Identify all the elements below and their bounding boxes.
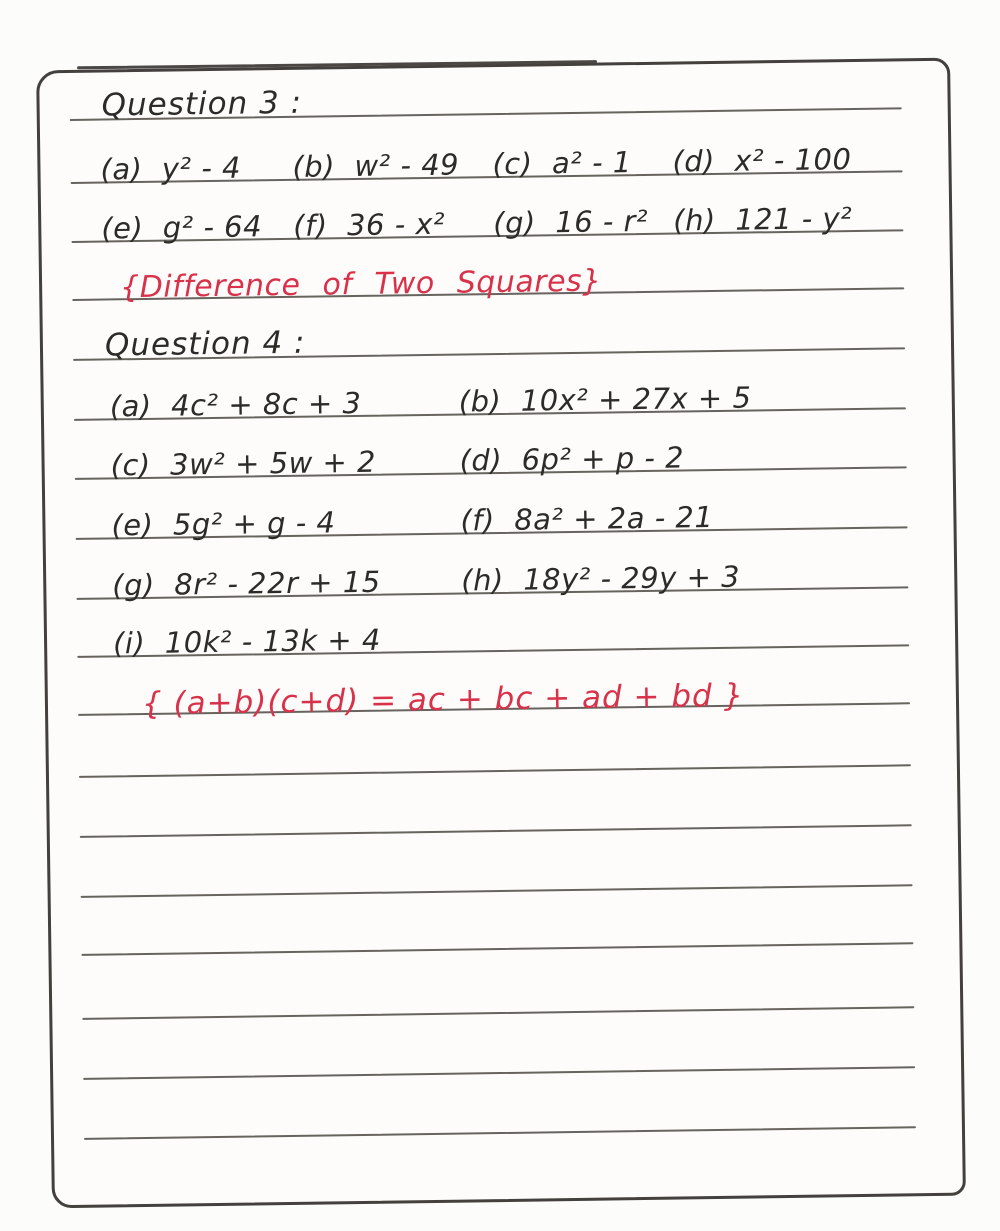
q4-note-row: [48, 665, 956, 723]
q4-row-5: [47, 607, 955, 662]
ruled-line: [82, 1006, 914, 1020]
q4-item-g: (g) 8r² - 22r + 15: [112, 564, 381, 603]
q4-row-3: [45, 489, 953, 544]
q3-item-b: (b) w² - 49: [292, 147, 460, 184]
ruled-line: [81, 942, 913, 956]
q4-item-i: (i) 10k² - 13k + 4: [112, 622, 382, 661]
q4-item-c: (c) 3w² + 5w + 2: [110, 444, 377, 483]
q4-item-h: (h) 18y² - 29y + 3: [461, 559, 741, 598]
ruled-line: [80, 824, 912, 838]
notebook-sheet: [36, 58, 966, 1209]
question4-heading: Question 4 :: [104, 324, 306, 364]
q3-item-c: (c) a² - 1: [492, 145, 632, 182]
q3-row-1: [40, 133, 948, 188]
question3-heading-row: [39, 70, 947, 125]
q4-row-1: [43, 370, 951, 425]
paper-edge-line: [77, 60, 597, 69]
q4-row-2: [44, 429, 952, 484]
q3-item-f: (f) 36 - x²: [293, 206, 446, 243]
q3-row-2: [41, 192, 949, 247]
q4-item-b: (b) 10x² + 27x + 5: [458, 380, 752, 419]
q3-red-note: {Difference of Two Squares}: [119, 263, 602, 306]
q3-item-h: (h) 121 - y²: [673, 201, 853, 238]
question3-heading: Question 3 :: [101, 84, 303, 124]
q4-item-d: (d) 6p² + p - 2: [459, 440, 685, 478]
ruled-line: [79, 764, 911, 778]
ruled-line: [84, 1126, 916, 1140]
q3-item-d: (d) x² - 100: [672, 142, 852, 179]
q3-item-g: (g) 16 - r²: [493, 203, 649, 241]
q3-note-row: [42, 250, 950, 305]
ruled-line: [83, 1066, 915, 1080]
q4-item-e: (e) 5g² + g - 4: [111, 505, 336, 543]
q4-item-a: (a) 4c² + 8c + 3: [109, 385, 362, 424]
q4-item-f: (f) 8a² + 2a - 21: [460, 500, 714, 538]
question4-heading-row: [43, 310, 951, 365]
q3-item-a: (a) y² - 4: [100, 150, 242, 187]
q4-row-4: [46, 549, 954, 604]
q4-red-note: { (a+b)(c+d) = ac + bc + ad + bd }: [141, 677, 745, 723]
q3-item-e: (e) g² - 64: [101, 209, 263, 246]
ruled-line: [81, 884, 913, 898]
